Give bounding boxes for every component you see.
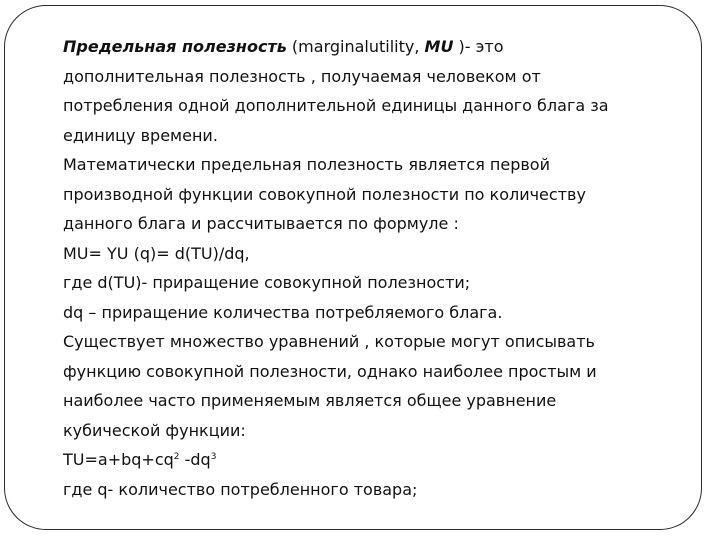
formula-tu-part2: -dq (179, 450, 211, 469)
formula-tu (63, 445, 693, 475)
definition-line-4: единицу времени. (63, 125, 218, 145)
cubic-line-3: наиболее часто применяемым является общее уравнение (63, 391, 557, 410)
cubic-line-1: Существует множество уравнений , которые могут описывать (63, 332, 595, 351)
term-english-close: )- это (453, 37, 504, 56)
formula-tu-exponent-2: 2 (173, 452, 180, 462)
definition-line-3: потребления одной дополнительной единицы данного блага за (63, 96, 609, 115)
cubic-line-2: функцию совокупной полезности, однако наиболее простым и (63, 361, 597, 381)
math-line-2: производной функции совокупной полезности по количеству (63, 184, 586, 204)
definition-line-2: дополнительная полезность , получаемая человеком от (63, 66, 541, 86)
definition-dq: dq – приращение количества потребляемого блага. (63, 302, 503, 322)
slide-frame (4, 5, 702, 530)
formula-tu-part1: TU=a+bq+cq (63, 450, 174, 469)
quantity-definition: где q- количество потребленного товара; (63, 479, 418, 499)
formula-tu-exponent-3: 3 (210, 452, 217, 462)
math-line-1: Математически предельная полезность является первой (63, 155, 550, 174)
math-line-3: данного блага и рассчитывается по формуле : (63, 214, 459, 233)
formula-mu: MU= YU (q)= d(TU)/dq, (63, 243, 250, 263)
definition-line-1 (63, 32, 693, 62)
term-abbreviation: MU (424, 37, 454, 56)
term-english-open: (marginalutility, (286, 37, 425, 56)
definition-dtu: где d(TU)- приращение совокупной полезности; (63, 273, 471, 292)
slide-text (63, 32, 693, 504)
term-marginal-utility: Предельная полезность (63, 37, 287, 56)
cubic-line-4: кубической функции: (63, 420, 246, 440)
